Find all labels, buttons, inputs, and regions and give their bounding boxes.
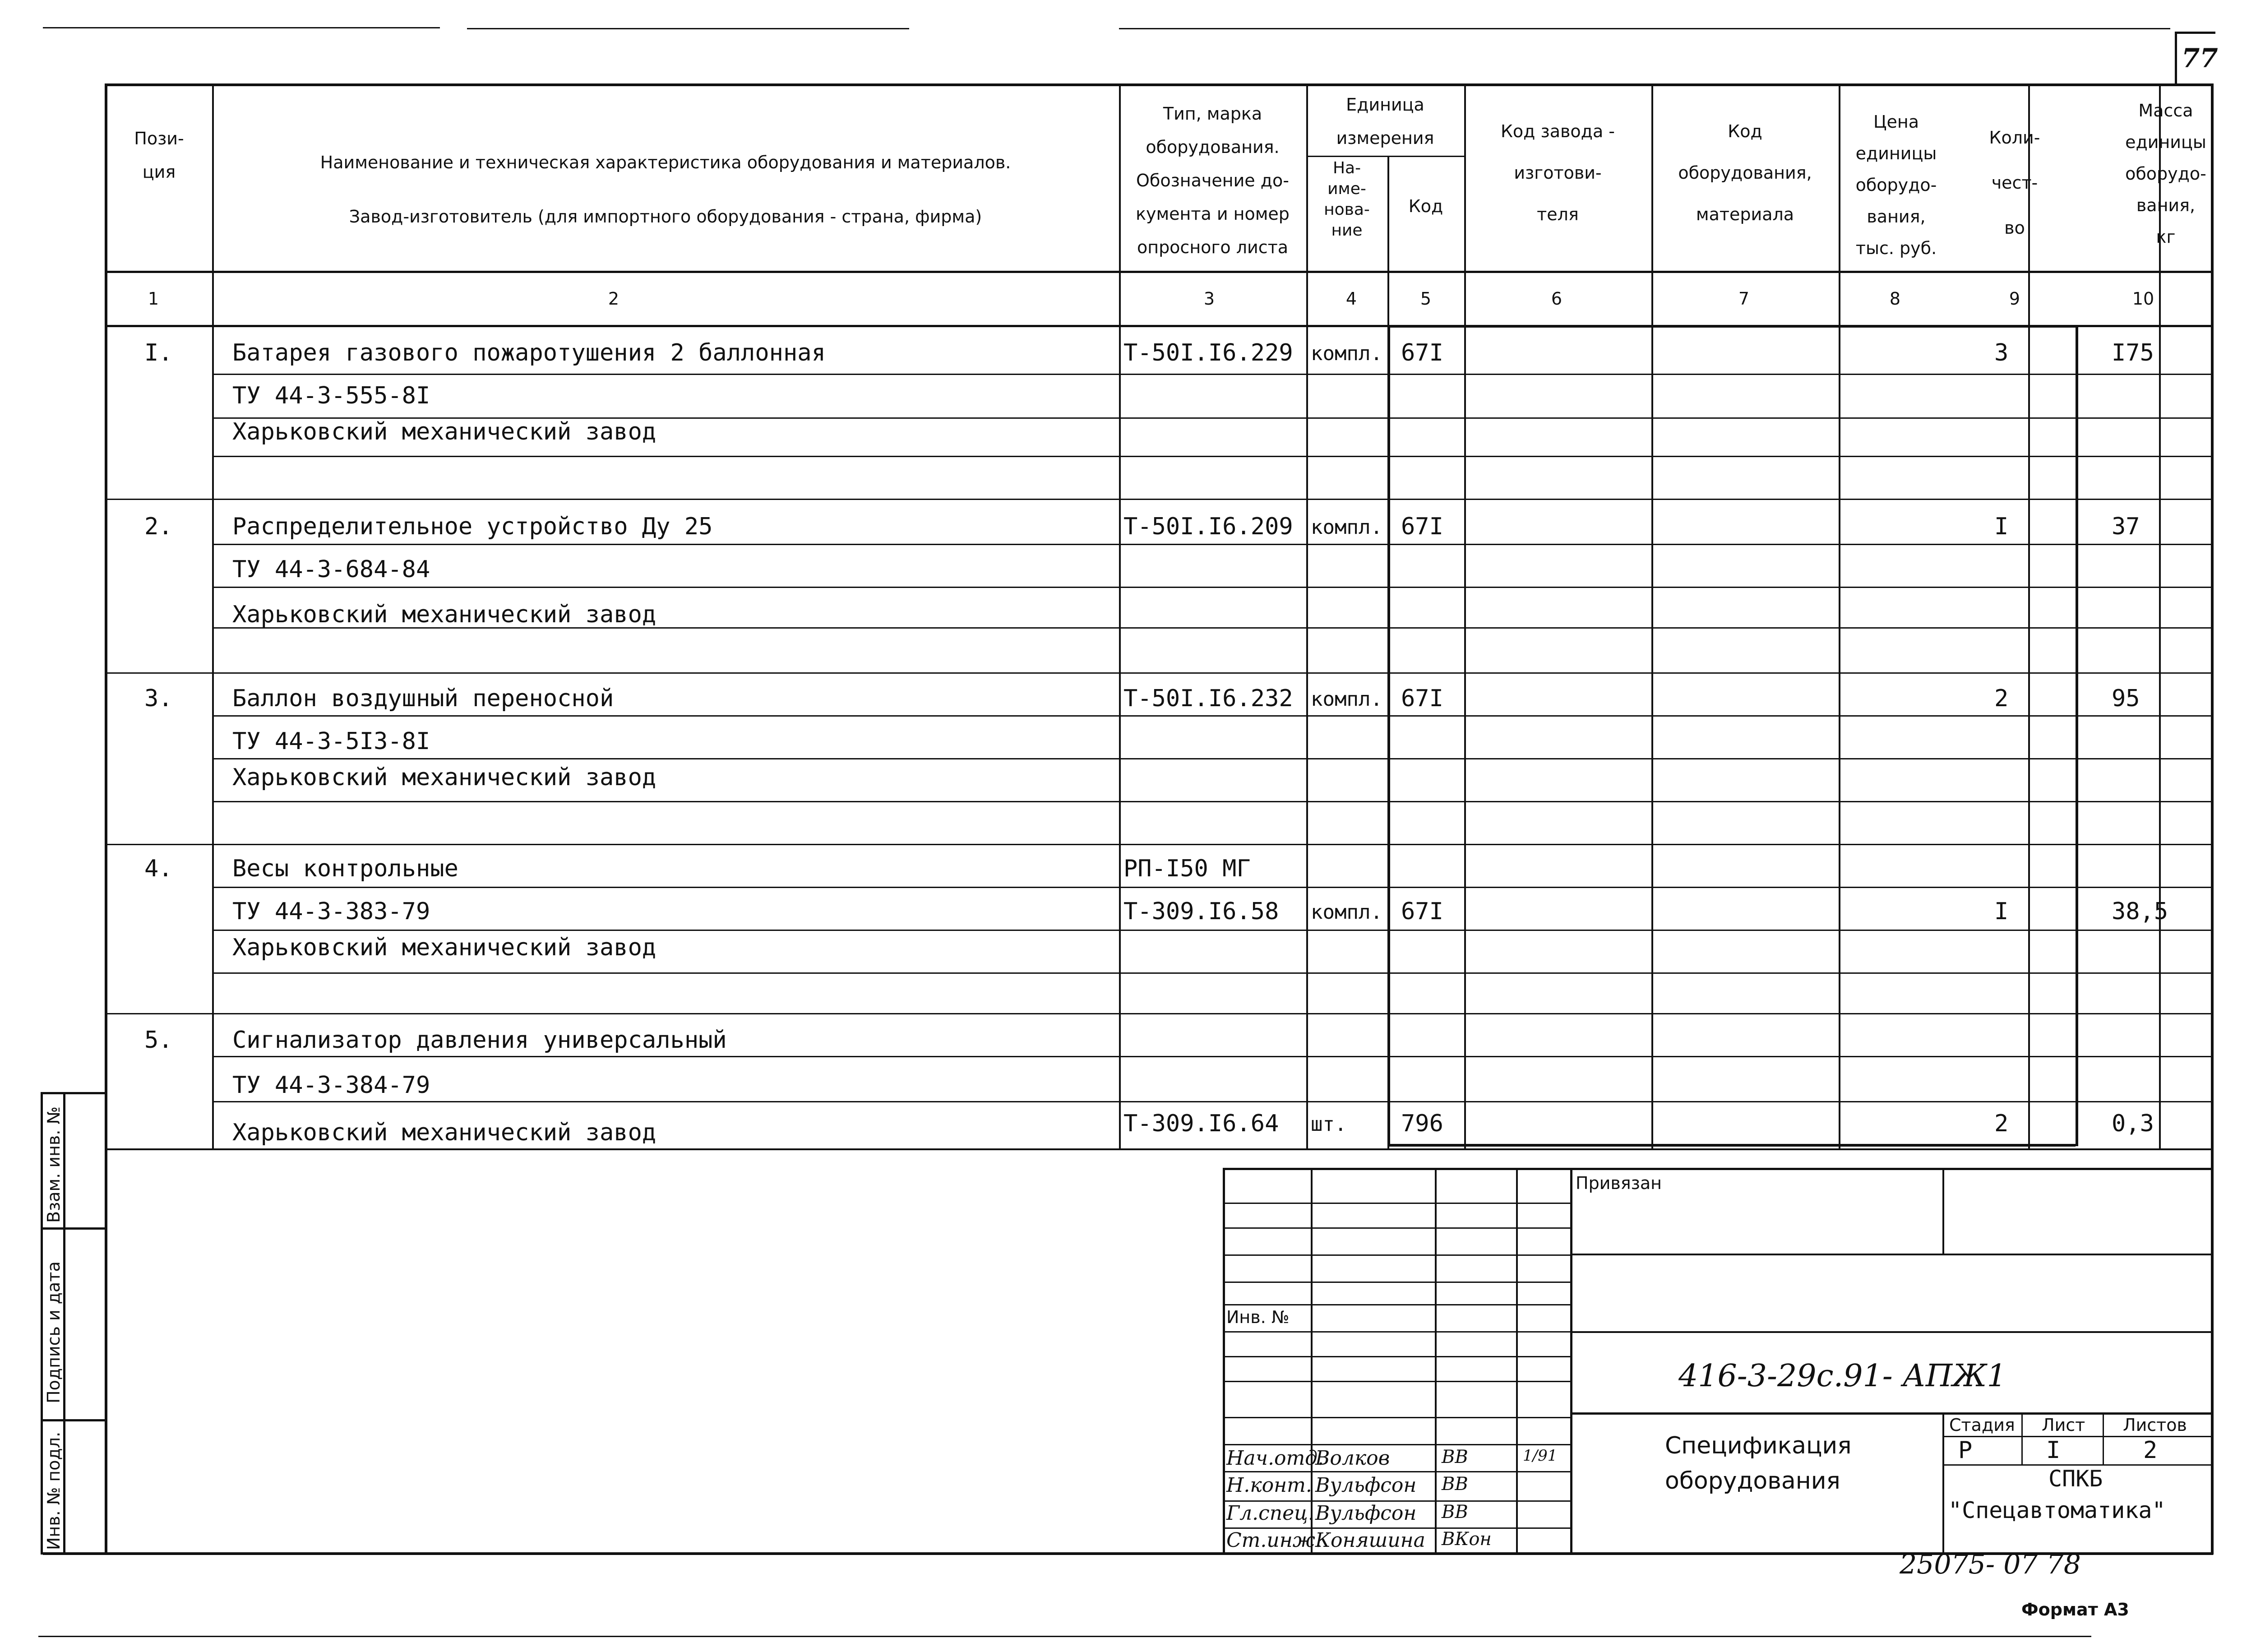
side-label-inv-no: Инв. № подл. (44, 1431, 64, 1550)
item-doc-top: РП-I50 МГ (1123, 855, 1251, 882)
row-line (212, 374, 2213, 375)
item-qty: 3 (1994, 339, 2009, 366)
column-header-5: На- име- нова- ние (1324, 159, 1370, 240)
item-unit: компл. (1311, 342, 1382, 365)
scan-line (38, 1636, 2091, 1637)
frame-top-line (106, 83, 2213, 86)
side-strip-top (41, 1092, 106, 1094)
scan-line (467, 28, 909, 29)
column-header-4: Единица измерения (1336, 95, 1434, 148)
item-code: 67I (1401, 513, 1443, 540)
column-header-3: Тип, марка оборудования. Обозначение до- кумента и номер опросного листа (1136, 104, 1290, 257)
row-line (212, 587, 2213, 588)
signer-signature: ВВ (1442, 1447, 1468, 1467)
item-doc: Т-50I.I6.229 (1123, 339, 1293, 366)
column-number-5: 5 (1420, 289, 1432, 309)
item-unit: шт. (1311, 1113, 1347, 1136)
scan-line (43, 27, 440, 28)
column-line (1464, 83, 1466, 1148)
row-line (212, 1056, 2213, 1057)
column-line (1306, 83, 1308, 1148)
row-line (212, 801, 2213, 802)
row-line (212, 887, 2213, 888)
format-label: Формат А3 (2021, 1600, 2129, 1620)
column-number-7: 7 (1738, 289, 1750, 309)
column-line-bold (1387, 325, 1390, 1146)
signer-role: Н.конт. (1226, 1474, 1312, 1497)
signer-name: Вульфсон (1315, 1474, 1417, 1497)
header-bottom-line (106, 271, 2213, 273)
item-mass: I75 (2112, 339, 2154, 366)
row-line (212, 972, 2213, 974)
signer-signature: ВВ (1442, 1502, 1468, 1522)
sheet-box-left (2175, 32, 2177, 86)
item-qty: 2 (1994, 1110, 2009, 1137)
item-code: 67I (1401, 898, 1443, 925)
column-line (1651, 83, 1653, 1148)
sheet-box-top (2175, 32, 2215, 34)
item-doc: Т-50I.I6.209 (1123, 513, 1293, 540)
column-header-2: Наименование и техническая характеристика оборудования и материалов. Завод-изготовитель (для импортного оборудования - страна, фирма) (320, 153, 1011, 227)
row-line (212, 1101, 2213, 1102)
column-header-7: Код завода - изготови- теля (1500, 121, 1615, 224)
item-maker: Харьковский механический завод (232, 418, 656, 445)
item-position: 3. (144, 685, 173, 712)
item-separator-line (106, 499, 212, 500)
document-title: Спецификация оборудования (1665, 1432, 1852, 1495)
item-position: I. (144, 339, 173, 366)
column-number-4: 4 (1345, 289, 1357, 309)
signer-name: Коняшина (1315, 1529, 1425, 1552)
signer-signature: ВВ (1442, 1474, 1468, 1495)
row-line (212, 672, 2213, 674)
item-mass: 95 (2112, 685, 2140, 712)
row-line (212, 715, 2213, 717)
item-maker: Харьковский механический завод (232, 1119, 656, 1146)
bold-box-bottom (1387, 1144, 2076, 1147)
column-number-10: 10 (2132, 289, 2154, 309)
sheet-label: Лист (2042, 1415, 2085, 1435)
item-qty: 2 (1994, 685, 2009, 712)
side-strip-left (41, 1092, 43, 1555)
signer-signature: ВКон (1442, 1529, 1492, 1550)
privyazan-label: Привязан (1576, 1173, 1662, 1193)
side-label-sign-date: Подпись и дата (44, 1261, 64, 1403)
item-name: Батарея газового пожаротушения 2 баллонная (232, 339, 826, 366)
item-doc: Т-309.I6.64 (1123, 1110, 1279, 1137)
item-position: 5. (144, 1027, 173, 1054)
row-line (212, 544, 2213, 545)
item-maker: Харьковский механический завод (232, 601, 656, 628)
item-unit: компл. (1311, 901, 1382, 924)
side-label-vzam: Взам. инв. № (44, 1106, 64, 1223)
sheets-label: Листов (2123, 1415, 2187, 1435)
signer-name: Вульфсон (1315, 1502, 1417, 1525)
item-mass: 37 (2112, 513, 2140, 540)
item-code: 67I (1401, 685, 1443, 712)
row-line (212, 844, 2213, 845)
unit-subheader-line (1306, 156, 1464, 157)
sheet-value: I (2046, 1437, 2061, 1464)
column-header-9: Цена единицы оборудо- вания, тыс. руб. (1855, 112, 1937, 258)
signer-role: Нач.отд. (1226, 1447, 1324, 1470)
signer-role: Гл.спец. (1226, 1502, 1314, 1525)
item-mass: 38,5 (2112, 898, 2168, 925)
item-spec: ТУ 44-3-5I3-8I (232, 728, 430, 755)
item-maker: Харьковский механический завод (232, 764, 656, 791)
column-number-3: 3 (1203, 289, 1215, 309)
item-qty: I (1994, 898, 2009, 925)
column-number-8: 8 (1889, 289, 1901, 309)
signer-role: Ст.инж. (1226, 1529, 1322, 1552)
signer-date: 1/91 (1523, 1447, 1558, 1465)
column-line-bold (2076, 325, 2078, 1146)
column-number-6: 6 (1551, 289, 1563, 309)
org-line2: "Спецавтоматика" (1948, 1497, 2166, 1523)
scan-line (1119, 28, 2170, 29)
item-mass: 0,3 (2112, 1110, 2154, 1137)
inv-no-label: Инв. № (1226, 1307, 1290, 1327)
item-position: 2. (144, 513, 173, 540)
stage-value: Р (1958, 1437, 1973, 1464)
frame-bottom-line (43, 1552, 2213, 1555)
item-spec: ТУ 44-3-555-8I (232, 382, 430, 409)
column-header-6: Код (1408, 196, 1443, 216)
column-number-1: 1 (148, 289, 159, 309)
row-line (212, 758, 2213, 759)
bottom-number: 25075- 07 78 (1900, 1549, 2081, 1580)
frame-right-line (2211, 83, 2214, 1555)
item-name: Баллон воздушный переносной (232, 685, 614, 712)
signer-name: Волков (1315, 1447, 1390, 1470)
org-line1: СПКБ (2048, 1466, 2103, 1492)
item-spec: ТУ 44-3-684-84 (232, 556, 430, 583)
side-strip-div2 (41, 1419, 106, 1421)
item-name: Распределительное устройство Ду 25 (232, 513, 713, 540)
item-separator-line (106, 844, 212, 845)
item-position: 4. (144, 855, 173, 882)
item-unit: компл. (1311, 516, 1382, 539)
row-line (212, 930, 2213, 931)
document-code: 416-3-29с.91- АПЖ1 (1678, 1358, 2006, 1394)
item-code: 67I (1401, 339, 1443, 366)
item-maker: Харьковский механический завод (232, 934, 656, 961)
bold-box-top (1387, 325, 2076, 328)
item-code: 796 (1401, 1110, 1443, 1137)
column-header-1: Пози- ция (134, 129, 184, 182)
item-separator-line (106, 1013, 212, 1014)
frame-left-line (105, 83, 107, 1555)
column-number-9: 9 (2009, 289, 2020, 309)
column-header-10: Коли- чест- во (1989, 128, 2040, 238)
sheets-value: 2 (2143, 1437, 2158, 1464)
stage-label: Стадия (1949, 1415, 2015, 1435)
table-bottom-line (106, 1148, 2213, 1150)
item-separator-line (106, 672, 212, 674)
column-number-2: 2 (608, 289, 619, 309)
item-spec: ТУ 44-3-384-79 (232, 1072, 430, 1099)
item-unit: компл. (1311, 688, 1382, 711)
side-strip-div1 (41, 1227, 106, 1230)
item-doc: Т-50I.I6.232 (1123, 685, 1293, 712)
item-doc: Т-309.I6.58 (1123, 898, 1279, 925)
row-line (212, 499, 2213, 500)
item-name: Весы контрольные (232, 855, 458, 882)
item-spec: ТУ 44-3-383-79 (232, 898, 430, 925)
item-qty: I (1994, 513, 2009, 540)
column-header-8: Код оборудования, материала (1678, 121, 1812, 224)
row-line (212, 1013, 2213, 1014)
sheet-number: 77 (2182, 43, 2218, 74)
column-header-11: Масса единицы оборудо- вания, кг (2125, 101, 2206, 247)
item-name: Сигнализатор давления универсальный (232, 1027, 727, 1054)
row-line (212, 456, 2213, 457)
